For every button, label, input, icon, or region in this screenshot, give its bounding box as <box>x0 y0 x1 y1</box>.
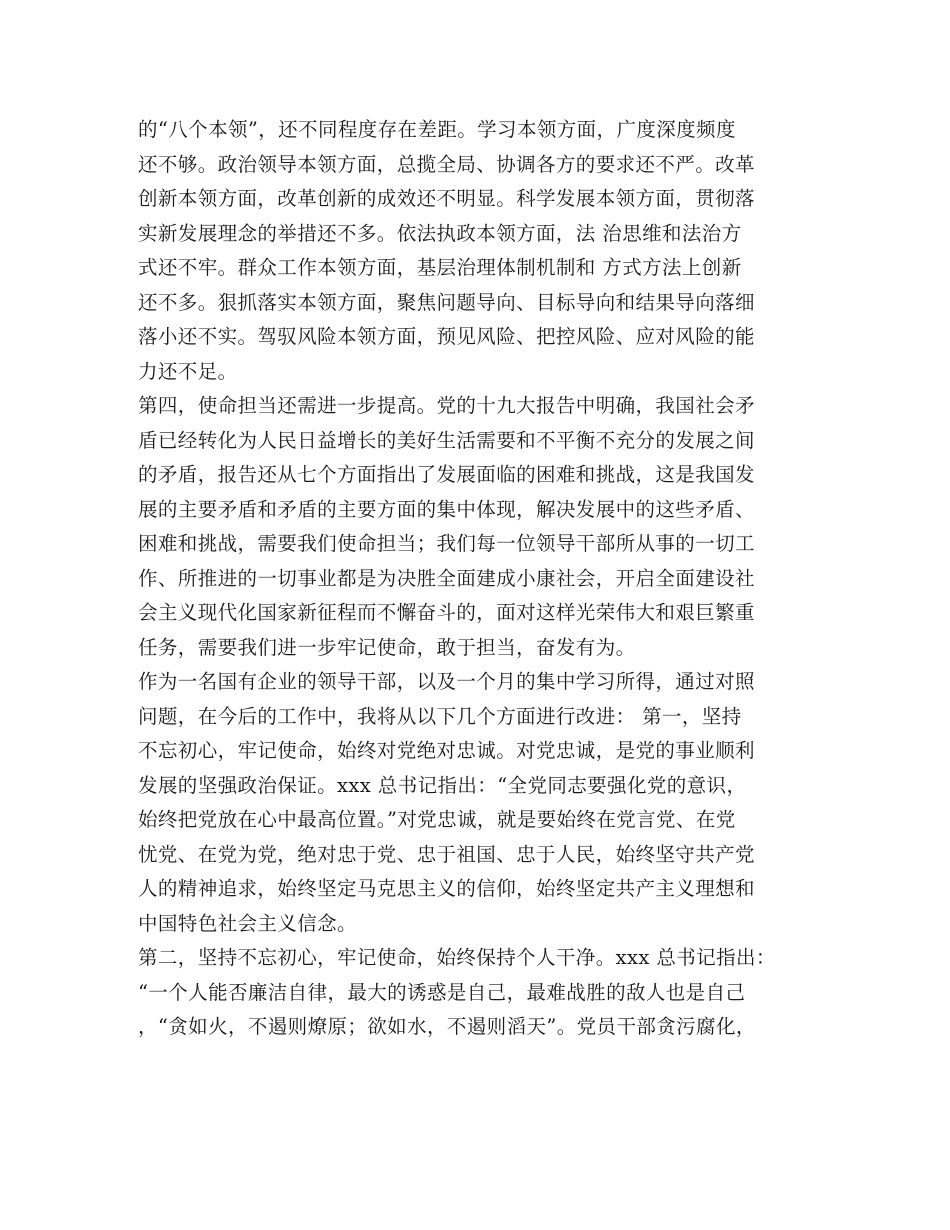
text-line: 实新发展理念的举措还不多。依法执政本领方面，法 治思维和法治方 <box>138 221 742 245</box>
text-line: 人的精神追求，始终坚定马克思主义的信仰，始终坚定共产主义理想和 <box>138 877 755 900</box>
text-line: 落小还不实。驾驭风险本领方面，预见风险、把控风险、应对风险的能 <box>138 325 755 348</box>
text-line: 式还不牢。群众工作本领方面，基层治理体制机制和 方式方法上创新 <box>138 256 742 279</box>
text-line: 展的主要矛盾和矛盾的主要方面的集中体现，解决发展中的这些矛盾、 <box>138 497 755 521</box>
text-line: 任务，需要我们进一步牢记使命，敢于担当，奋发有为。 <box>138 635 636 659</box>
paragraph-integrity <box>138 941 828 1045</box>
paragraph-mission <box>138 389 828 665</box>
text-line: 创新本领方面，改革创新的成效还不明显。科学发展本领方面，贯彻落 <box>138 187 755 210</box>
text-line: 第二，坚持不忘初心，牢记使命，始终保持个人干净。xxx 总书记指出： <box>138 946 776 969</box>
text-line: 作、所推进的一切事业都是为决胜全面建成小康社会，开启全面建设社 <box>138 566 755 590</box>
text-line: 忧党、在党为党，绝对忠于党、忠于祖国、忠于人民，始终坚守共产党 <box>138 842 755 866</box>
paragraph-eight-skills <box>138 113 828 389</box>
text-line: 会主义现代化国家新征程而不懈奋斗的，面对这样光荣伟大和艰巨繁重 <box>138 601 755 624</box>
text-line: 力还不足。 <box>138 359 238 383</box>
text-line: ，“贪如火，不遏则燎原；欲如水，不遏则滔天”。党员干部贪污腐化， <box>138 1015 756 1038</box>
text-line: 不忘初心，牢记使命，始终对党绝对忠诚。对党忠诚，是党的事业顺利 <box>138 739 755 762</box>
text-line: “一个人能否廉洁自律，最大的诱惑是自己，最难战胜的敌人也是自己 <box>138 980 746 1004</box>
text-line: 第四，使命担当还需进一步提高。党的十九大报告中明确，我国社会矛 <box>138 394 755 417</box>
paragraph-improvement <box>138 665 828 941</box>
document-page <box>138 113 828 1045</box>
text-line: 还不够。政治领导本领方面，总揽全局、协调各方的要求还不严。改革 <box>138 152 755 176</box>
text-line: 的“八个本领”，还不同程度存在差距。学习本领方面，广度深度频度 <box>138 118 736 141</box>
text-line: 困难和挑战，需要我们使命担当；我们每一位领导干部所从事的一切工 <box>138 532 755 555</box>
text-line: 发展的坚强政治保证。xxx 总书记指出：“全党同志要强化党的意识， <box>138 773 747 797</box>
text-line: 盾已经转化为人民日益增长的美好生活需要和不平衡不充分的发展之间 <box>138 428 755 452</box>
text-line: 中国特色社会主义信念。 <box>138 911 357 935</box>
text-line: 还不多。狠抓落实本领方面，聚焦问题导向、目标导向和结果导向落细 <box>138 290 755 314</box>
text-line: 问题，在今后的工作中，我将从以下几个方面进行改进： 第一，坚持 <box>138 704 742 728</box>
text-line: 作为一名国有企业的领导干部，以及一个月的集中学习所得，通过对照 <box>138 670 755 693</box>
text-line: 的矛盾，报告还从七个方面指出了发展面临的困难和挑战，这是我国发 <box>138 463 755 486</box>
text-line: 始终把党放在心中最高位置。”对党忠诚，就是要始终在党言党、在党 <box>138 808 736 831</box>
